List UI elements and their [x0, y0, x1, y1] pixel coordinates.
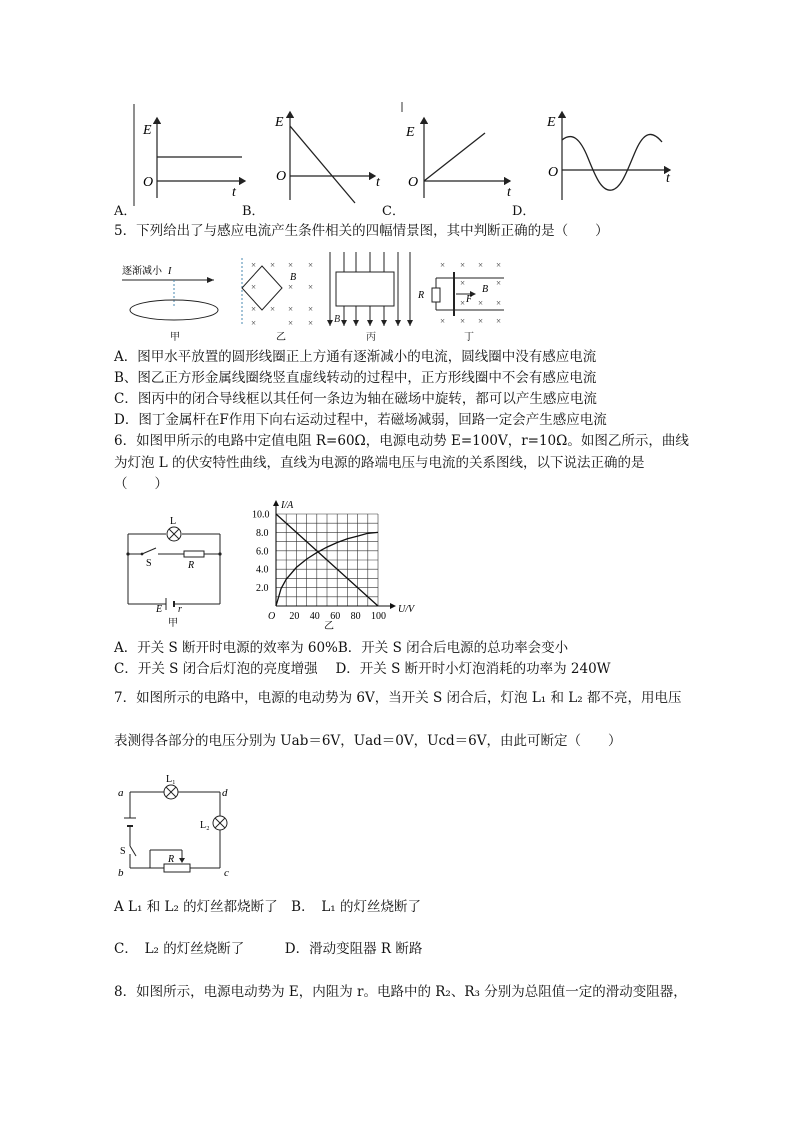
fig-yi: [242, 258, 313, 343]
q7-options-line1: A L₁ 和 L₂ 的灯丝都烧断了 B． L₁ 的灯丝烧断了: [114, 899, 422, 915]
battery-icon: [166, 598, 174, 610]
q6-options-line1: A．开关 S 断开时电源的效率为 60%B．开关 S 闭合后电源的总功率会变小: [114, 640, 569, 656]
x-tick-label: 80: [350, 611, 361, 622]
q5-option-b: B、图乙正方形金属线圈绕竖直虚线转动的过程中，正方形线圈中不会有感应电流: [114, 370, 597, 386]
fig-ding-force: F: [466, 294, 473, 305]
y-axis-arrow: [273, 500, 279, 506]
fig-yi-field: B: [290, 272, 297, 283]
switch-icon: [130, 846, 136, 856]
graph-d-axis-e: E: [547, 115, 556, 130]
q4-option-a: A．: [114, 204, 137, 219]
q5-option-d: D．图丁金属杆在F作用下向右运动过程中，若磁场减弱，回路一定会产生感应电流: [114, 412, 607, 428]
q7-lamp-l2: L₂: [200, 820, 210, 831]
q7-circuit: [114, 772, 244, 878]
graph-d: [546, 112, 671, 200]
q7-stem-line1: 7．如图所示的电路中，电源的电动势为 6V，当开关 S 闭合后，灯泡 L₁ 和 L₂ 都不亮，用电压: [114, 690, 682, 706]
fig-yi-caption: 乙: [276, 332, 286, 343]
q7-stem-line2: 表测得各部分的电压分别为 Uab＝6V，Uad＝0V，Ucd＝6V，由此可断定（ ）: [114, 733, 622, 749]
y-tick-label: 2.0: [256, 583, 269, 595]
graph-a-axis-t: t: [232, 185, 236, 200]
y-axis-label: I/A: [281, 500, 294, 511]
fig-bing-caption: 丙: [366, 332, 376, 343]
lamp-l2-icon: [213, 816, 227, 830]
q6-circuit-internal: r: [178, 604, 182, 615]
cross: ×: [251, 282, 257, 292]
q5-option-a: A．图甲水平放置的圆形线圈正上方通有逐渐减小的电流，圆线圈中没有感应电流: [114, 349, 597, 365]
fig-jia-caption: 甲: [170, 332, 180, 343]
cross: ×: [440, 316, 446, 326]
q6-circuit-switch: S: [146, 558, 152, 569]
cross: ×: [460, 260, 466, 270]
cross: ×: [251, 318, 257, 328]
graph-d-axis-t: t: [666, 171, 670, 186]
fig-ding: [417, 260, 504, 343]
graph-b: [274, 112, 381, 203]
q4-option-c: C．: [382, 204, 405, 219]
fig-jia: [122, 264, 218, 343]
fig-ding-caption: 丁: [464, 332, 474, 343]
fig-jia-current: I: [168, 266, 172, 277]
cross: ×: [460, 278, 466, 288]
battery-icon: [124, 818, 136, 826]
q6-iv-chart: [252, 498, 428, 630]
q7-node-a: a: [118, 787, 124, 799]
fig-jia-label-text: 逐渐减小: [122, 266, 162, 277]
cross: ×: [251, 304, 257, 314]
graph-a-axis-e: E: [143, 123, 152, 138]
graph-b-axis-t: t: [376, 175, 380, 190]
cross: ×: [251, 260, 257, 270]
y-tick-label: 6.0: [256, 546, 269, 558]
lamp-l1-icon: [164, 785, 178, 799]
q4-graphs: [110, 98, 690, 216]
q5-figures: [118, 252, 510, 344]
q7-lamp-l1: L₁: [166, 774, 176, 785]
cross: ×: [308, 282, 314, 292]
x-tick-label: O: [268, 611, 276, 622]
cross: ×: [496, 298, 502, 308]
cross: ×: [460, 298, 466, 308]
graph-c: [402, 102, 512, 200]
fig-ding-field: B: [482, 284, 489, 295]
cross: ×: [270, 260, 276, 270]
graph-c-origin: O: [408, 175, 419, 190]
chart-caption: 乙: [324, 621, 334, 630]
lamp-icon: [167, 527, 181, 541]
q7-rheostat-label: R: [168, 854, 175, 865]
cross: ×: [308, 318, 314, 328]
cross: ×: [440, 260, 446, 270]
cross: ×: [308, 304, 314, 314]
cross: ×: [288, 282, 294, 292]
y-tick-label: 4.0: [256, 564, 269, 576]
cross: ×: [270, 304, 276, 314]
q7-options-line2: C． L₂ 的灯丝烧断了 D．滑动变阻器 R 断路: [114, 941, 423, 957]
q7-node-d: d: [222, 787, 228, 799]
x-tick-label: 40: [309, 611, 320, 622]
graph-c-axis-t: t: [507, 185, 511, 200]
cross: ×: [478, 260, 484, 270]
q7-node-b: b: [118, 867, 124, 878]
q6-options-line2: C．开关 S 闭合后灯泡的亮度增强 D．开关 S 断开时小灯泡消耗的功率为 240W: [114, 661, 611, 677]
fig-bing-field: B: [334, 314, 341, 325]
q7-node-c: c: [224, 867, 229, 878]
q7-switch-label: S: [120, 846, 126, 857]
q6-stem-line1: 6．如图甲所示的电路中定值电阻 R=60Ω，电源电动势 E=100V，r=10Ω。如图乙所示，曲线: [114, 433, 689, 449]
q4-option-b: B．: [242, 204, 265, 219]
y-tick-label: 10.0: [252, 509, 270, 521]
q6-stem-line2: 为灯泡 L 的伏安特性曲线，直线为电源的路端电压与电流的关系图线，以下说法正确的是: [114, 455, 645, 471]
q6-circuit-resistor: R: [188, 560, 195, 571]
graph-b-origin: O: [276, 169, 287, 184]
cross: ×: [496, 316, 502, 326]
cross: ×: [478, 298, 484, 308]
graph-c-axis-e: E: [406, 125, 415, 140]
x-tick-label: 100: [371, 611, 386, 622]
q6-circuit-lamp: L: [170, 516, 177, 527]
cross: ×: [288, 304, 294, 314]
cross: ×: [460, 316, 466, 326]
cross: ×: [478, 316, 484, 326]
cross: ×: [288, 260, 294, 270]
fig-bing: [327, 252, 413, 343]
q4-option-d: D．: [512, 204, 536, 219]
cross: ×: [496, 278, 502, 288]
q8-stem: 8．如图所示，电源电动势为 E，内阻为 r。电路中的 R₂、R₃ 分别为总阻值一定的滑动变阻器，: [114, 984, 687, 1000]
cross: ×: [308, 260, 314, 270]
cross: ×: [496, 260, 502, 270]
fig-ding-resistor: R: [418, 290, 425, 301]
q6-circuit: [122, 512, 232, 630]
q5-stem: 5．下列给出了与感应电流产生条件相关的四幅情景图，其中判断正确的是（ ）: [114, 223, 609, 239]
q6-circuit-caption: 甲: [168, 618, 178, 629]
x-tick-label: 60: [330, 611, 341, 622]
x-tick-label: 20: [289, 611, 300, 622]
q6-stem-line3: （ ）: [114, 476, 168, 492]
cross: ×: [288, 318, 294, 328]
graph-a-origin: O: [143, 175, 154, 190]
q6-circuit-source: E: [156, 604, 163, 615]
x-axis-arrow: [390, 603, 396, 609]
q5-option-c: C．图丙中的闭合导线框以其任何一条边为轴在磁场中旋转，都可以产生感应电流: [114, 391, 597, 407]
graph-d-origin: O: [548, 165, 559, 180]
graph-a: [134, 104, 245, 206]
graph-b-axis-e: E: [275, 115, 284, 130]
y-tick-label: 8.0: [256, 527, 269, 539]
x-axis-label: U/V: [398, 604, 415, 615]
